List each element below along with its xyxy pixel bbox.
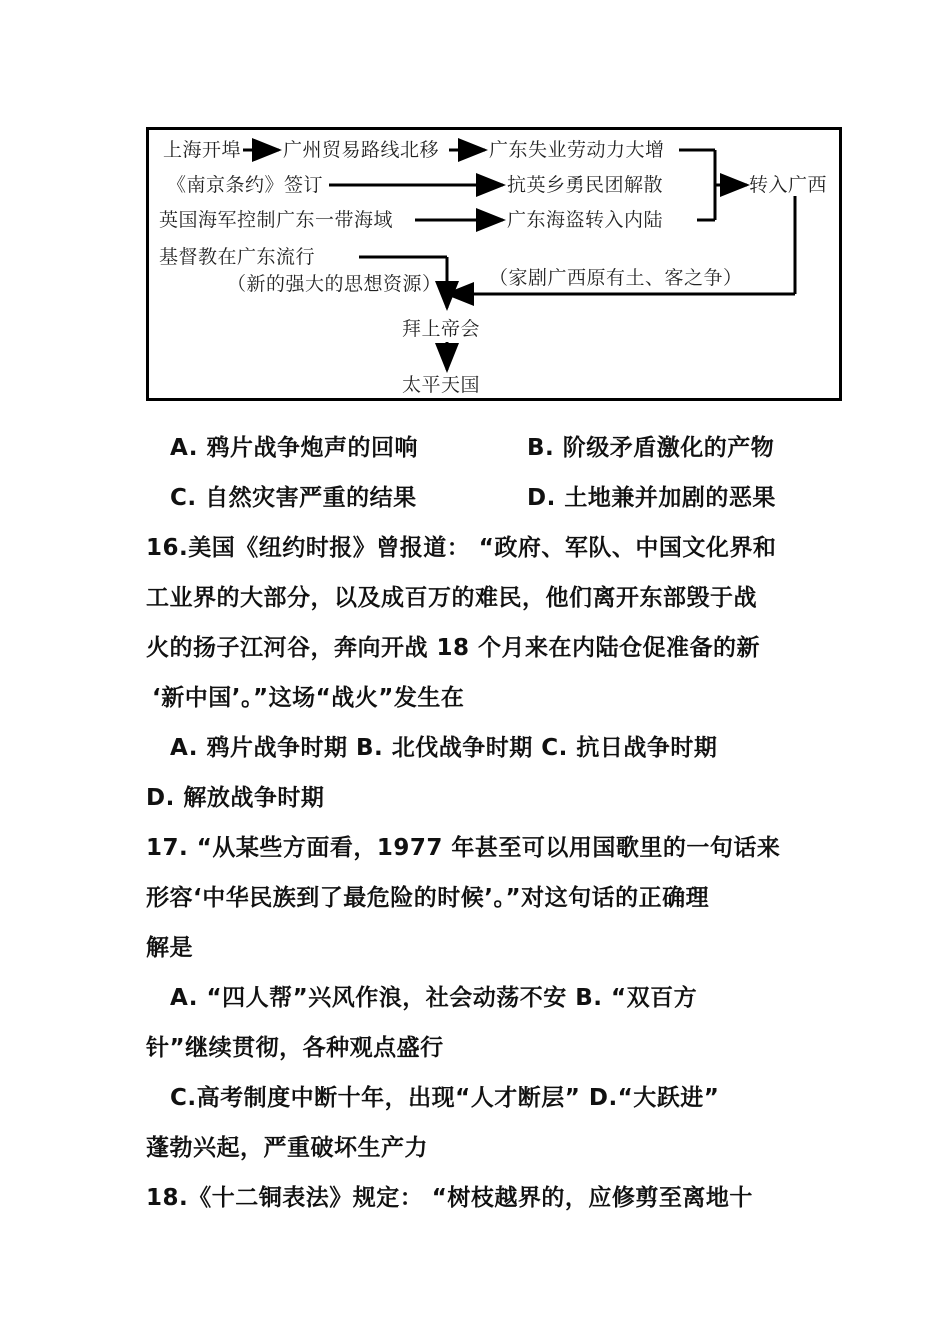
q15-option-b: B. 阶级矛盾激化的产物 — [527, 435, 775, 461]
q18-stem-line-1: 18.《十二铜表法》规定： “树枝越界的，应修剪至离地十 — [146, 1185, 753, 1211]
q16-options-line-2: D. 解放战争时期 — [146, 785, 325, 811]
node-to-guangxi: 转入广西 — [749, 174, 828, 196]
node-nanjing-treaty: 《南京条约》签订 — [167, 174, 324, 196]
node-british-navy: 英国海军控制广东一带海域 — [159, 209, 394, 231]
q17-stem-line-3: 解是 — [146, 935, 193, 961]
node-taiping: 太平天国 — [402, 374, 481, 396]
node-guangzhou-trade: 广州贸易路线北移 — [283, 139, 440, 161]
node-pirates-inland: 广东海盗转入内陆 — [507, 209, 664, 231]
q17-stem-line-1: 17. “从某些方面看，1977 年甚至可以用国歌里的一句话来 — [146, 835, 781, 861]
q15-option-a: A. 鸦片战争炮声的回响 — [170, 435, 418, 461]
q16-options-line-1: A. 鸦片战争时期 B. 北伐战争时期 C. 抗日战争时期 — [170, 735, 718, 761]
q16-stem-line-2: 工业界的大部分，以及成百万的难民，他们离开东部毁于战 — [146, 585, 757, 611]
q17-options-line-1: A. “四人帮”兴风作浪，社会动荡不安 B. “双百方 — [170, 985, 698, 1011]
q15-option-d: D. 土地兼并加剧的恶果 — [527, 485, 776, 511]
q17-options-line-3: C.高考制度中断十年，出现“人才断层” D.“大跃进” — [170, 1085, 720, 1111]
q16-stem-line-4: ‘新中国’。”这场“战火”发生在 — [152, 685, 465, 711]
node-shanghai-port: 上海开埠 — [163, 139, 242, 161]
q17-stem-line-2: 形容‘中华民族到了最危险的时候’。”对这句话的正确理 — [146, 885, 710, 911]
node-god-worshippers: 拜上帝会 — [402, 318, 481, 340]
note-hakka-conflict: （家剧广西原有土、客之争） — [489, 267, 743, 289]
flow-diagram — [146, 127, 842, 401]
q17-options-line-2: 针”继续贯彻，各种观点盛行 — [146, 1035, 444, 1061]
q16-stem-line-3: 火的扬子江河谷，奔向开战 18 个月来在内陆仓促准备的新 — [146, 635, 761, 661]
q15-option-c: C. 自然灾害严重的结果 — [170, 485, 417, 511]
note-new-ideology: （新的强大的思想资源） — [227, 273, 442, 295]
q17-options-line-4: 蓬勃兴起，严重破坏生产力 — [146, 1135, 428, 1161]
node-militia-dissolved: 抗英乡勇民团解散 — [507, 174, 664, 196]
node-guangdong-unemployment: 广东失业劳动力大增 — [489, 139, 665, 161]
q16-stem-line-1: 16.美国《纽约时报》曾报道： “政府、军队、中国文化界和 — [146, 535, 777, 561]
node-christianity: 基督教在广东流行 — [159, 246, 316, 268]
